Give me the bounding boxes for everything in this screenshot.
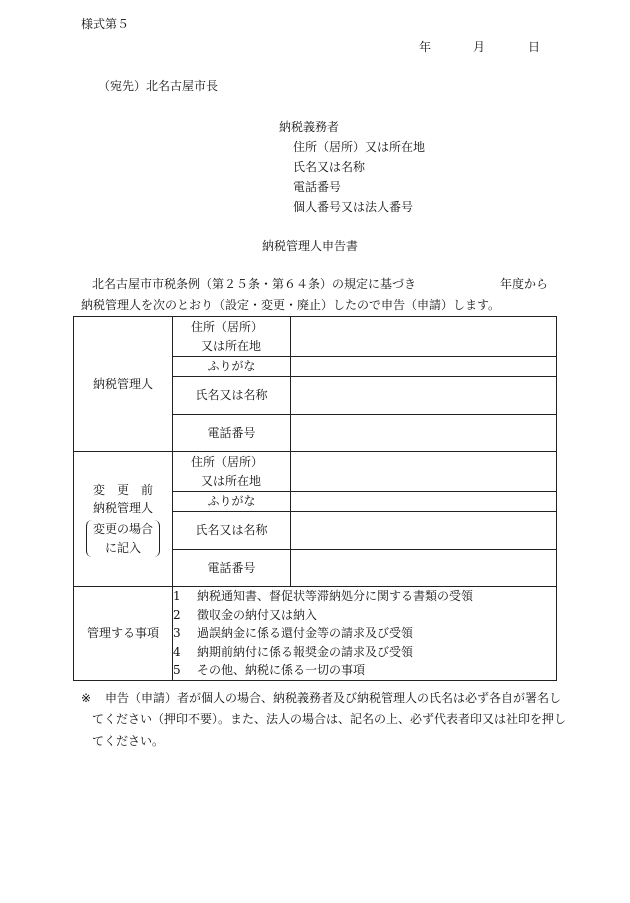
previous-furigana-label: ふりがな xyxy=(173,492,291,512)
manager-address-field[interactable] xyxy=(291,317,557,357)
previous-manager-section-label: 変 更 前 納税管理人 変更の場合 に記入 xyxy=(74,452,173,587)
manager-name-field[interactable] xyxy=(291,377,557,415)
taxpayer-id-number-label: 個人番号又は法人番号 xyxy=(293,200,414,214)
manager-address-row xyxy=(74,317,557,357)
managed-item: 2 徴収金の納付又は納入 xyxy=(173,607,318,622)
managed-items-list xyxy=(173,587,557,681)
managed-item: 4 納期前納付に係る報奨金の請求及び受領 xyxy=(173,644,414,659)
form-number: 様式第５ xyxy=(81,17,130,31)
date-month-label: 月 xyxy=(473,40,486,54)
manager-phone-field[interactable] xyxy=(291,415,557,452)
previous-manager-note: 変更の場合 に記入 xyxy=(86,520,160,557)
manager-form-table xyxy=(73,316,557,681)
manager-name-label: 氏名又は名称 xyxy=(173,377,291,415)
previous-address-row xyxy=(74,452,557,492)
managed-item: 5 その他、納税に係る一切の事項 xyxy=(173,663,366,678)
previous-phone-field[interactable] xyxy=(291,550,557,587)
body-text-line2: 納税管理人を次のとおり（設定・変更・廃止）したので申告（申請）します。 xyxy=(81,298,501,312)
manager-address-label: 住所（居所） 又は所在地 xyxy=(173,317,291,357)
previous-name-label: 氏名又は名称 xyxy=(173,512,291,550)
document-title: 納税管理人申告書 xyxy=(262,239,359,253)
taxpayer-phone-label: 電話番号 xyxy=(293,180,342,194)
manager-furigana-field[interactable] xyxy=(291,357,557,377)
managed-items-label: 管理する事項 xyxy=(74,587,173,681)
date-day-label: 日 xyxy=(528,40,541,54)
date-year-label: 年 xyxy=(419,40,432,54)
previous-phone-label: 電話番号 xyxy=(173,550,291,587)
note-line3: てください。 xyxy=(92,734,165,748)
manager-section-label: 納税管理人 xyxy=(74,317,173,452)
previous-furigana-field[interactable] xyxy=(291,492,557,512)
managed-items-row xyxy=(74,587,557,681)
previous-name-field[interactable] xyxy=(291,512,557,550)
managed-item: 1 納税通知書、督促状等滞納処分に関する書類の受領 xyxy=(173,589,474,603)
body-text-line1: 北名古屋市市税条例（第２５条・第６４条）の規定に基づき xyxy=(92,277,417,291)
taxpayer-name-label: 氏名又は名称 xyxy=(293,160,366,174)
manager-phone-label: 電話番号 xyxy=(173,415,291,452)
managed-item: 3 過誤納金に係る還付金等の請求及び受領 xyxy=(173,626,414,641)
manager-furigana-label: ふりがな xyxy=(173,357,291,377)
taxpayer-title: 納税義務者 xyxy=(279,120,340,134)
previous-address-label: 住所（居所） 又は所在地 xyxy=(173,452,291,492)
note-mark: ※ xyxy=(81,691,92,705)
body-text-year-suffix: 年度から xyxy=(500,277,549,291)
addressee: （宛先）北名古屋市長 xyxy=(98,79,219,93)
note-line1: 申告（申請）者が個人の場合、納税義務者及び納税管理人の氏名は必ず各自が署名し xyxy=(105,691,562,705)
note-line2: てください（押印不要）。また、法人の場合は、記名の上、必ず代表者印又は社印を押し xyxy=(92,712,567,726)
previous-address-field[interactable] xyxy=(291,452,557,492)
taxpayer-address-label: 住所（居所）又は所在地 xyxy=(293,140,426,154)
